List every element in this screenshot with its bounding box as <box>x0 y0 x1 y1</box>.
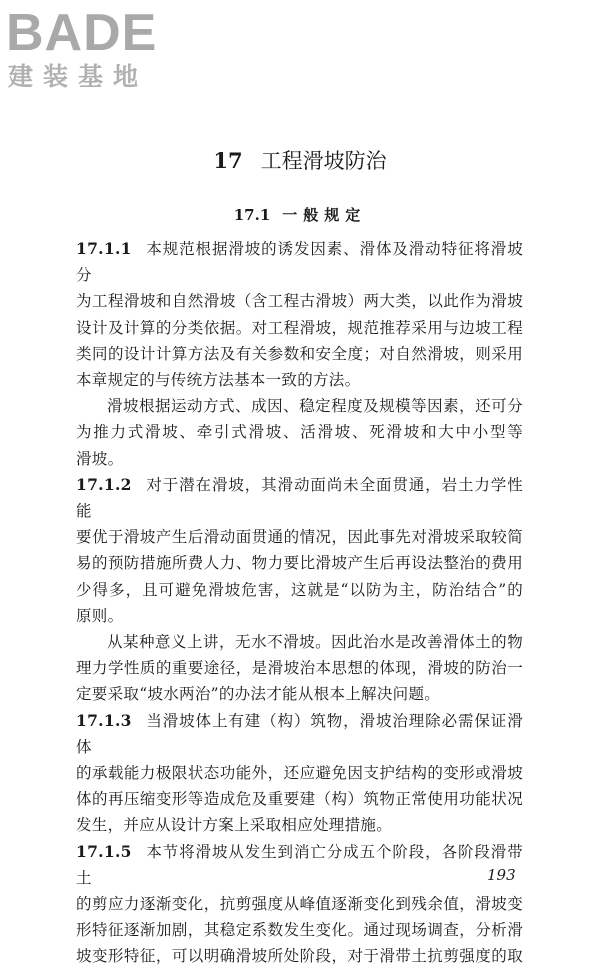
chapter-title-text: 工程滑坡防治 <box>260 149 387 173</box>
paragraph-line <box>76 917 523 943</box>
site-logo <box>6 4 186 104</box>
logo-wordmark: BADE <box>6 4 158 62</box>
chapter-number: 17 <box>213 148 243 173</box>
body-text <box>76 236 523 970</box>
paragraph-line <box>76 655 523 681</box>
line-text: 对于潜在滑坡，其滑动面尚未全面贯通，岩土力学性能 <box>76 475 523 521</box>
paragraph-line <box>76 786 523 812</box>
line-text: 易的预防措施所费人力、物力要比滑坡产生后再设法整治的费用 <box>76 554 523 573</box>
paragraph-line <box>76 943 523 969</box>
line-text: 坡变形特征，可以明确滑坡所处阶段，对于滑带土抗剪强度的取 <box>76 947 523 966</box>
line-text: 发生，并应从设计方案上采取相应处理措施。 <box>76 816 393 835</box>
line-text: 本章规定的与传统方法基本一致的方法。 <box>76 371 361 390</box>
line-text: 从某种意义上讲，无水不滑坡。因此治水是改善滑体土的物 <box>107 633 523 652</box>
paragraph-line <box>76 419 523 445</box>
page-number: 193 <box>487 866 516 884</box>
paragraph-line <box>76 812 523 838</box>
clause-number: 17.1.5 <box>76 841 132 861</box>
paragraph-line <box>76 629 523 655</box>
logo-chinese-name: 建装基地 <box>8 62 149 91</box>
line-text: 要优于滑坡产生后滑动面贯通的情况，因此事先对滑坡采取较简 <box>76 528 523 547</box>
line-text: 本规范根据滑坡的诱发因素、滑体及滑动特征将滑坡分 <box>76 240 523 285</box>
clause-number: 17.1.3 <box>76 710 132 730</box>
paragraph-line <box>76 341 523 367</box>
line-text: 原则。 <box>76 606 124 625</box>
section-title <box>0 203 600 227</box>
line-text: 滑坡。 <box>76 449 124 468</box>
paragraph-line <box>76 708 523 760</box>
section-number: 17.1 <box>233 206 271 224</box>
line-text: 少得多，且可避免滑坡危害，这就是“以防为主，防治结合”的 <box>76 580 523 599</box>
paragraph-line <box>76 315 523 341</box>
paragraph-line <box>76 760 523 786</box>
line-text: 形特征逐渐加剧，其稳定系数发生变化。通过现场调查，分析滑 <box>76 921 523 940</box>
paragraph-line <box>76 236 523 288</box>
line-text: 为推力式滑坡、牵引式滑坡、活滑坡、死滑坡和大中小型等 <box>76 423 523 442</box>
paragraph-line <box>76 891 523 917</box>
line-text: 当滑坡体上有建（构）筑物，滑坡治理除必需保证滑体 <box>76 711 523 756</box>
paragraph-line <box>76 524 523 550</box>
line-text: 为工程滑坡和自然滑坡（含工程古滑坡）两大类，以此作为滑坡 <box>76 292 523 311</box>
line-text: 滑坡根据运动方式、成因、稳定程度及规模等因素，还可分 <box>107 397 523 416</box>
paragraph-line <box>76 288 523 314</box>
paragraph-line <box>76 603 523 629</box>
line-text: 的剪应力逐渐变化，抗剪强度从峰值逐渐变化到残余值，滑坡变 <box>76 895 523 914</box>
line-text: 的承载能力极限状态功能外，还应避免因支护结构的变形或滑坡 <box>76 764 523 783</box>
paragraph-line <box>76 393 523 419</box>
line-text: 设计及计算的分类依据。对工程滑坡，规范推荐采用与边坡工程 <box>76 318 523 337</box>
paragraph-line <box>76 577 523 603</box>
paragraph-line <box>76 446 523 472</box>
paragraph-line <box>76 681 523 707</box>
clause-number: 17.1.2 <box>76 474 132 494</box>
section-title-text: 一般规定 <box>282 206 367 224</box>
paragraph-line <box>76 472 523 524</box>
clause-number: 17.1.1 <box>76 239 132 258</box>
line-text: 定要采取“坡水两治”的办法才能从根本上解决问题。 <box>76 685 441 704</box>
paragraph-line <box>76 550 523 576</box>
line-text: 类同的设计计算方法及有关参数和安全度；对自然滑坡，则采用 <box>76 344 523 363</box>
chapter-title <box>0 146 600 176</box>
line-text: 体的再压缩变形等造成危及重要建（构）筑物正常使用功能状况 <box>76 790 523 809</box>
line-text: 理力学性质的重要途径，是滑坡治本思想的体现，滑坡的防治一 <box>76 659 523 678</box>
paragraph-line <box>76 839 523 891</box>
paragraph-line <box>76 367 523 393</box>
line-text: 本节将滑坡从发生到消亡分成五个阶段，各阶段滑带土 <box>76 842 523 887</box>
